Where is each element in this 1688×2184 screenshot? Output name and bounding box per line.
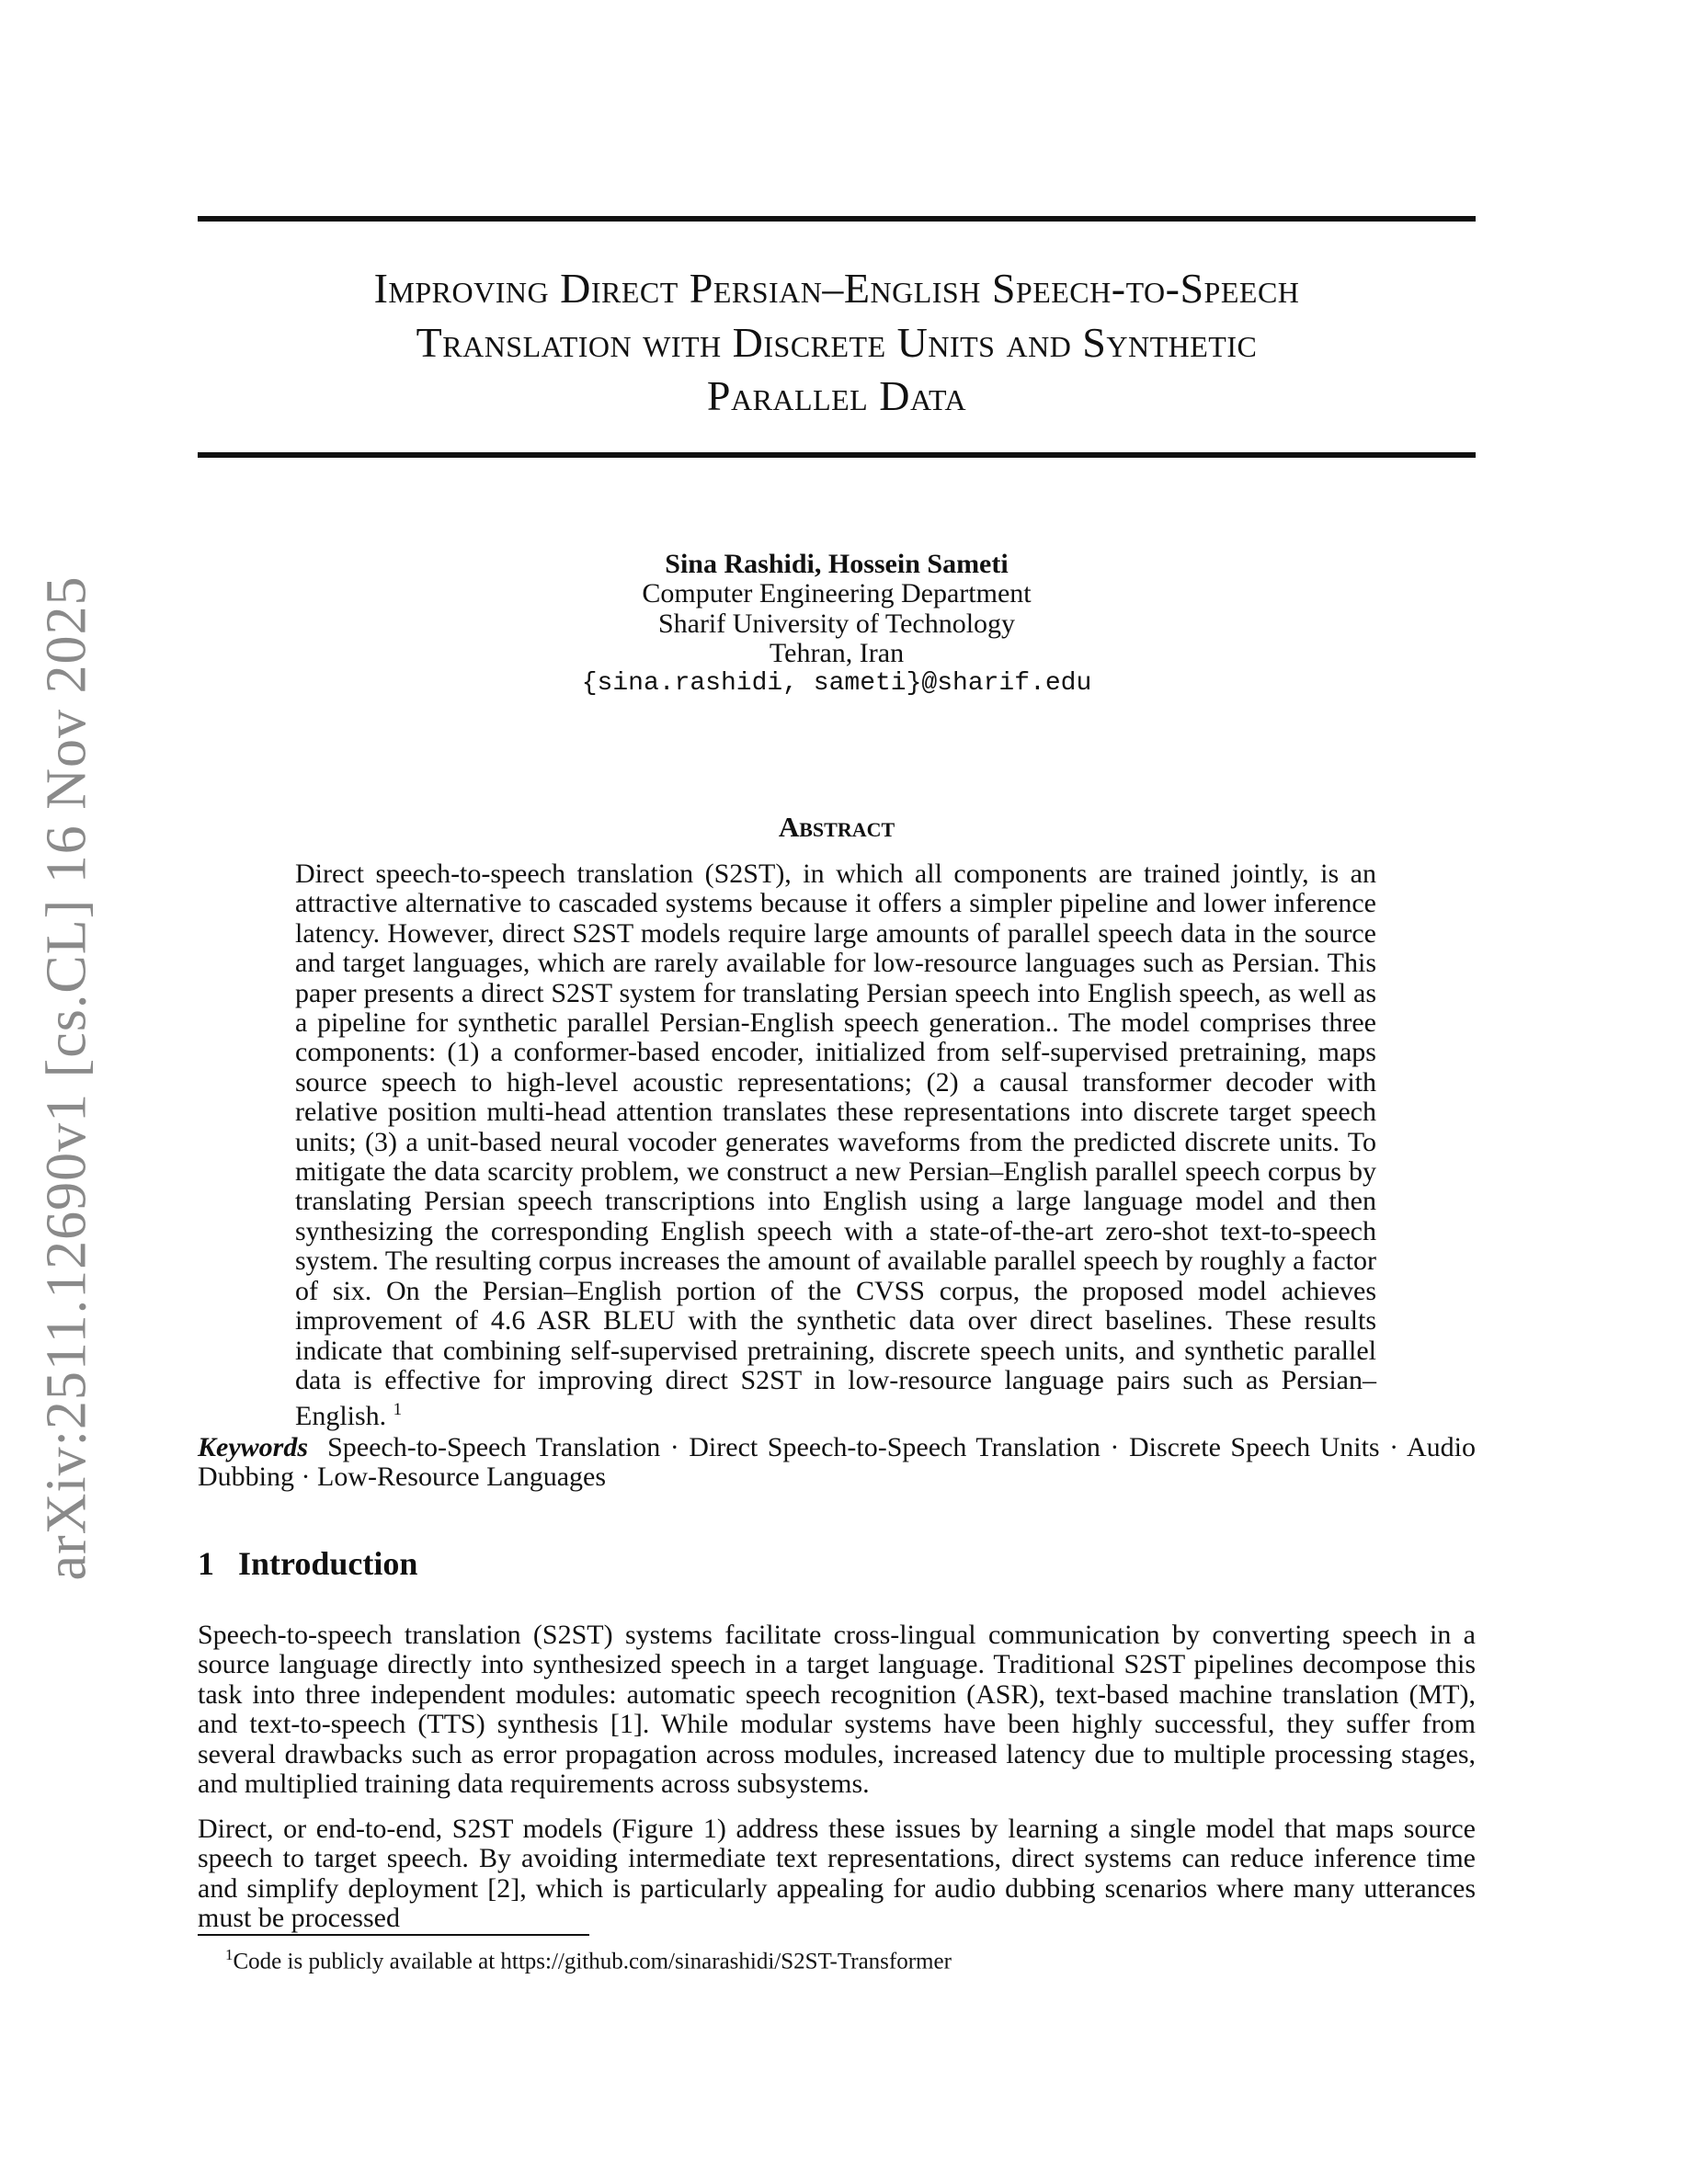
abstract-body (295, 859, 1376, 1432)
paper-title (198, 262, 1476, 424)
author-email: {sina.rashidi, sameti}@sharif.edu (581, 668, 1092, 698)
author-department: Computer Engineering Department (642, 578, 1032, 609)
abstract-heading: Abstract (778, 811, 895, 843)
footnote-reference[interactable]: 1 (393, 1400, 403, 1420)
title-line-3: Parallel Data (706, 372, 967, 419)
arxiv-identifier-stamp: arXiv:2511.12690v1 [cs.CL] 16 Nov 2025 (35, 575, 98, 1581)
keywords-label: Keywords (198, 1432, 308, 1462)
author-block (198, 550, 1476, 699)
section-heading-introduction (198, 1544, 417, 1583)
title-line-1: Improving Direct Persian–English Speech-to-Speech (373, 265, 1300, 312)
keywords (198, 1433, 1476, 1493)
title-top-rule (198, 216, 1476, 222)
author-names: Sina Rashidi, Hossein Sameti (665, 549, 1009, 579)
intro-paragraph: Direct, or end-to-end, S2ST models (Figure 1) address these issues by learning a single model that maps source speech to target speech. By avoiding intermediate text representations, direct systems can reduce inference time and simplify deployment [2], which is particularly appealing for audio dubbing scenarios where many utterances must be processed (198, 1814, 1476, 1934)
footnote-rule (198, 1934, 589, 1936)
footnote (225, 1941, 952, 1975)
author-location: Tehran, Iran (769, 638, 905, 669)
keywords-list: Speech-to-Speech Translation · Direct Speech-to-Speech Translation · Discrete Speech Units · Audio Dubbing · Low-Resource Languages (198, 1432, 1477, 1493)
section-title: Introduction (238, 1545, 418, 1582)
footnote-text: Code is publicly available at https://github.com/sinarashidi/S2ST-Transformer (233, 1949, 952, 1974)
author-university: Sharif University of Technology (657, 608, 1016, 639)
section-number: 1 (198, 1545, 214, 1582)
footnote-mark: 1 (225, 1946, 234, 1963)
abstract-text: Direct speech-to-speech translation (S2ST), in which all components are trained jointly, is an attractive alternative to cascaded systems because it offers a simpler pipeline and lower inference latency. However, direct S2ST models require large amounts of parallel speech data in the source and target languages, which are rarely available for low-resource languages such as Persian. This paper presents a direct S2ST system for translating Persian speech into English speech, as well as a pipeline for synthetic parallel Persian-English speech generation.. The model comprises three components: (1) a conformer-based encoder, initialized from self-supervised pretraining, maps source speech to high-level acoustic representations; (2) a causal transformer decoder with relative position multi-head attention translates these representations into discrete target speech units; (3) a unit-based neural vocoder generates waveforms from the predicted discrete units. To mitigate the data scarcity problem, we construct a new Persian–English parallel speech corpus by translating Persian speech transcriptions into English using a large language model and then synthesizing the corresponding English speech with a state-of-the-art zero-shot text-to-speech system. The resulting corpus increases the amount of available parallel speech by roughly a factor of six. On the Persian–English portion of the CVSS corpus, the proposed model achieves improvement of 4.6 ASR BLEU with the synthetic data over direct baselines. These results indicate that combining self-supervised pretraining, discrete speech units, and synthetic parallel data is effective for improving direct S2ST in low-resource language pairs such as Persian–English. (295, 859, 1376, 1432)
title-bottom-rule (198, 452, 1476, 458)
title-line-2: Translation with Discrete Units and Synthetic (416, 318, 1258, 366)
intro-paragraph: Speech-to-speech translation (S2ST) systems facilitate cross-lingual communication by converting speech in a source language directly into synthesized speech in a target language. Traditional S2ST pipelines decompose this task into three independent modules: automatic speech recognition (ASR), text-based machine translation (MT), and text-to-speech (TTS) synthesis [1]. While modular systems have been highly successful, they suffer from several drawbacks such as error propagation across modules, increased latency due to multiple processing stages, and multiplied training data requirements across subsystems. (198, 1620, 1476, 1800)
